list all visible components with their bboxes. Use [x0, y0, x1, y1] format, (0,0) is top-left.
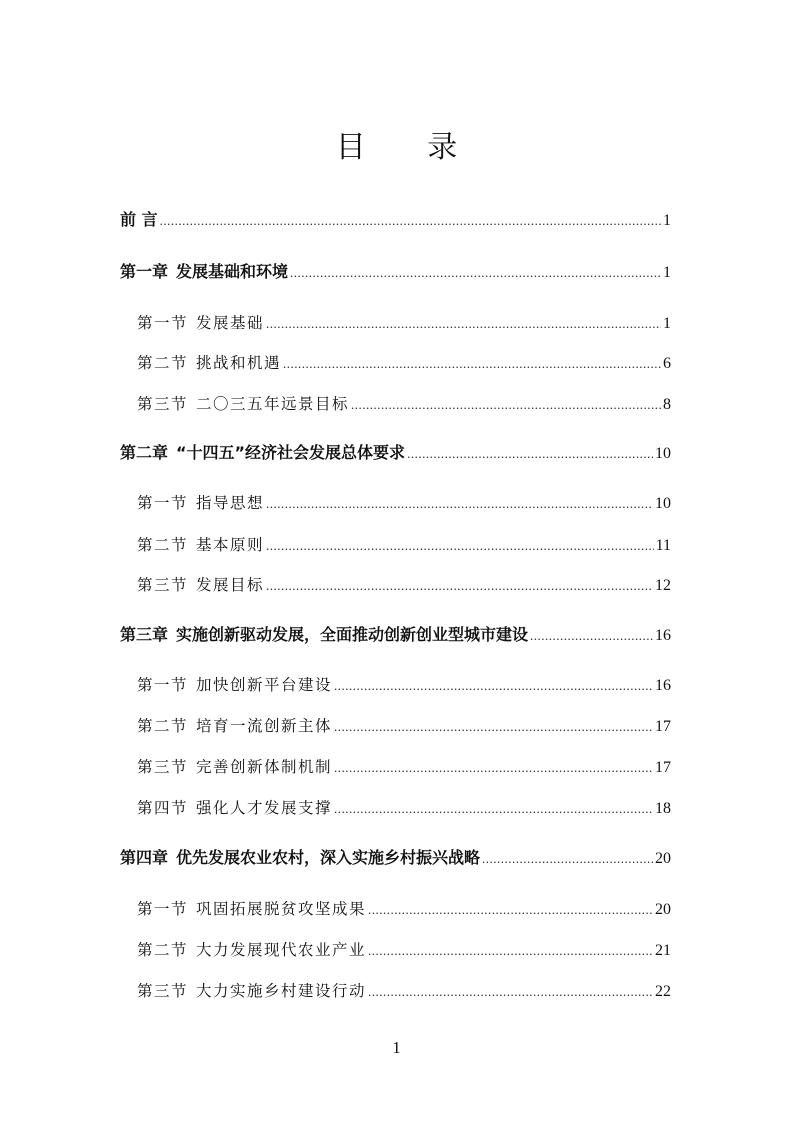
toc-entry-label	[137, 978, 366, 1004]
toc-entry-section-2-1[interactable]	[137, 490, 671, 516]
toc-entry-title: 挑战和机遇	[196, 354, 282, 372]
toc-page-number: 17	[655, 759, 671, 776]
toc-entry-section-2-2[interactable]	[137, 532, 671, 558]
toc-entry-label	[137, 572, 264, 598]
toc-entry-number: 第一节	[137, 494, 189, 512]
toc-entry-number: 第四节	[137, 799, 189, 817]
toc-entry-label	[137, 672, 332, 698]
toc-entry-number: 第二节	[137, 717, 189, 735]
toc-entry-number: 第三节	[137, 576, 189, 594]
toc-dot-leader	[407, 441, 653, 467]
toc-entry-title: 指导思想	[196, 494, 265, 512]
toc-dot-leader	[334, 796, 653, 822]
toc-entry-number: 第一节	[137, 314, 189, 332]
toc-entry-section-1-2[interactable]	[137, 350, 671, 376]
toc-entry-label	[137, 896, 366, 922]
toc-entry-label	[120, 440, 405, 466]
toc-page-number: 10	[655, 495, 671, 512]
toc-entry-title: 大力实施乡村建设行动	[196, 982, 367, 1000]
toc-entry-section-1-3[interactable]	[137, 391, 671, 417]
toc-entry-preface[interactable]	[120, 207, 671, 233]
toc-dot-leader	[334, 755, 653, 781]
toc-entry-number: 第一节	[137, 676, 189, 694]
toc-entry-chapter-2[interactable]	[120, 440, 671, 466]
toc-entry-label	[137, 350, 281, 376]
toc-entry-number: 第三节	[137, 395, 189, 413]
toc-entry-section-3-3[interactable]	[137, 754, 671, 780]
toc-entry-title: 加快创新平台建设	[196, 676, 333, 694]
toc-entry-section-3-4[interactable]	[137, 795, 671, 821]
toc-entry-title: 完善创新体制机制	[196, 758, 333, 776]
toc-entry-label	[137, 754, 332, 780]
toc-entry-chapter-3[interactable]	[120, 622, 671, 648]
toc-entry-label	[137, 795, 332, 821]
toc-entry-number: 第三章	[120, 625, 169, 644]
toc-page-number: 1	[663, 264, 671, 281]
toc-entry-label	[137, 532, 264, 558]
toc-entry-label	[137, 490, 264, 516]
toc-page-number: 20	[655, 850, 671, 867]
toc-dot-leader	[266, 573, 653, 599]
toc-entry-title: 前 言	[120, 210, 158, 229]
toc-page-number: 17	[655, 718, 671, 735]
toc-entry-chapter-1[interactable]	[120, 259, 671, 285]
toc-entry-title: “十四五”经济社会发展总体要求	[176, 443, 406, 462]
toc-page-number: 1	[663, 315, 671, 332]
page-title: 目 录	[335, 130, 484, 165]
toc-page-number: 10	[655, 445, 671, 462]
toc-entry-label	[120, 207, 158, 233]
toc-page-number: 12	[655, 577, 671, 594]
toc-dot-leader	[530, 623, 653, 649]
toc-dot-leader	[290, 260, 661, 286]
toc-entry-label	[137, 310, 264, 336]
toc-entry-title: 发展基础	[196, 314, 265, 332]
toc-dot-leader	[368, 897, 653, 923]
toc-entry-title: 优先发展农业农村，深入实施乡村振兴战略	[176, 848, 481, 867]
toc-dot-leader	[283, 351, 661, 377]
toc-dot-leader	[266, 533, 654, 559]
toc-entry-label	[137, 713, 332, 739]
toc-entry-number: 第三节	[137, 758, 189, 776]
toc-page-number: 22	[655, 983, 671, 1000]
toc-entry-section-4-3[interactable]	[137, 978, 671, 1004]
toc-entry-label	[120, 845, 480, 871]
toc-dot-leader	[351, 392, 661, 418]
toc-page-number: 6	[663, 355, 671, 372]
toc-entry-section-3-1[interactable]	[137, 672, 671, 698]
toc-entry-title: 巩固拓展脱贫攻坚成果	[196, 900, 367, 918]
page-number: 1	[392, 1038, 401, 1057]
toc-entry-label	[137, 391, 349, 417]
toc-dot-leader	[266, 311, 661, 337]
toc-dot-leader	[368, 979, 653, 1005]
toc-entry-label	[120, 622, 528, 648]
toc-entry-title: 基本原则	[196, 536, 265, 554]
toc-entry-chapter-4[interactable]	[120, 845, 671, 871]
toc-page-number: 16	[655, 677, 671, 694]
toc-entry-section-3-2[interactable]	[137, 713, 671, 739]
toc-entry-section-4-1[interactable]	[137, 896, 671, 922]
toc-entry-title: 大力发展现代农业产业	[196, 941, 367, 959]
toc-dot-leader	[160, 208, 661, 234]
toc-dot-leader	[368, 938, 653, 964]
toc-entry-number: 第四章	[120, 848, 169, 867]
toc-entry-title: 二〇三五年远景目标	[196, 395, 350, 413]
toc-entry-section-1-1[interactable]	[137, 310, 671, 336]
toc-entry-label	[137, 937, 366, 963]
toc-dot-leader	[334, 673, 653, 699]
toc-dot-leader	[482, 846, 653, 872]
toc-entry-number: 第三节	[137, 982, 189, 1000]
toc-page-number: 16	[655, 627, 671, 644]
toc-entry-section-2-3[interactable]	[137, 572, 671, 598]
toc-page-number: 8	[663, 396, 671, 413]
toc-page-number: 20	[655, 901, 671, 918]
toc-dot-leader	[334, 714, 653, 740]
toc-entry-section-4-2[interactable]	[137, 937, 671, 963]
toc-entry-number: 第一节	[137, 900, 189, 918]
toc-page-number: 1	[663, 212, 671, 229]
toc-entry-title: 培育一流创新主体	[196, 717, 333, 735]
toc-entry-title: 发展目标	[196, 576, 265, 594]
toc-page-number: 18	[655, 800, 671, 817]
toc-entry-number: 第二节	[137, 536, 189, 554]
toc-entry-number: 第二章	[120, 443, 169, 462]
toc-entry-number: 第二节	[137, 354, 189, 372]
toc-entry-title: 强化人才发展支撑	[196, 799, 333, 817]
toc-entry-number: 第二节	[137, 941, 189, 959]
toc-entry-title: 实施创新驱动发展，全面推动创新创业型城市建设	[176, 625, 529, 644]
toc-entry-number: 第一章	[120, 262, 169, 281]
toc-page-number: 21	[655, 942, 671, 959]
toc-page-number: 11	[655, 537, 671, 554]
toc-entry-label	[120, 259, 288, 285]
toc-dot-leader	[266, 491, 653, 517]
toc-entry-title: 发展基础和环境	[176, 262, 289, 281]
